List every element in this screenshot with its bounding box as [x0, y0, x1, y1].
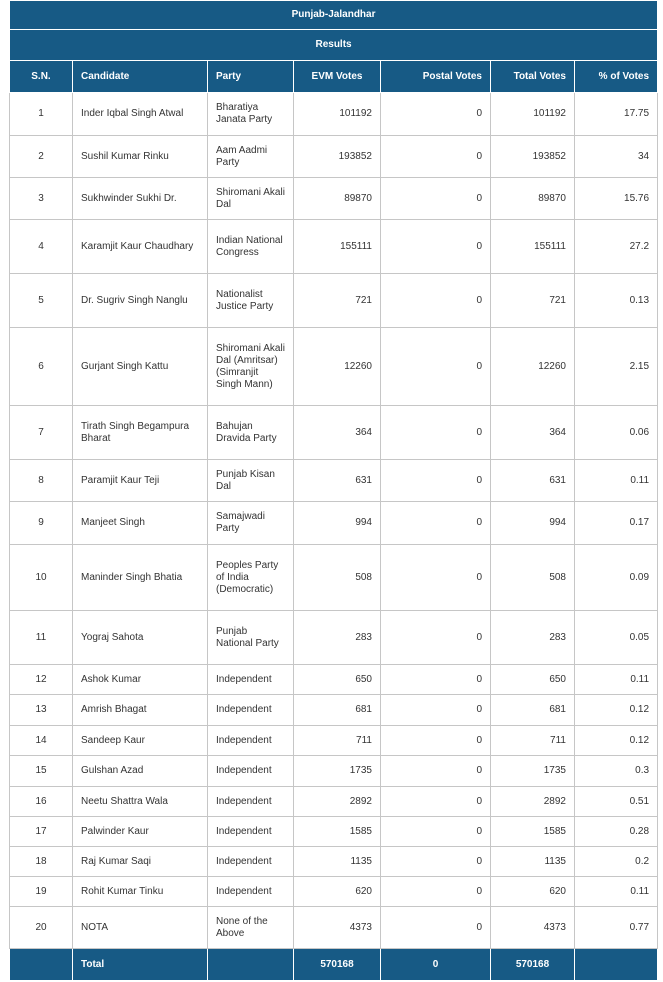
row-candidate: Yograj Sahota	[73, 611, 208, 665]
row-party: Independent	[208, 726, 294, 756]
row-sn: 17	[10, 817, 73, 847]
row-percent-votes: 0.09	[575, 545, 658, 611]
row-total-votes: 89870	[491, 178, 575, 220]
row-sn: 9	[10, 502, 73, 545]
column-header-percent-votes: % of Votes	[575, 61, 658, 93]
row-evm-votes: 2892	[294, 787, 381, 817]
row-total-votes: 101192	[491, 93, 575, 136]
row-sn: 18	[10, 847, 73, 877]
row-candidate: Paramjit Kaur Teji	[73, 460, 208, 502]
row-evm-votes: 631	[294, 460, 381, 502]
table-row	[10, 726, 658, 756]
column-header-evm-votes: EVM Votes	[294, 61, 381, 93]
row-percent-votes: 0.06	[575, 406, 658, 460]
column-header-postal-votes: Postal Votes	[381, 61, 491, 93]
row-evm-votes: 89870	[294, 178, 381, 220]
row-total-votes: 155111	[491, 220, 575, 274]
row-postal-votes: 0	[381, 877, 491, 907]
row-sn: 19	[10, 877, 73, 907]
row-party: Bharatiya Janata Party	[208, 93, 294, 136]
row-candidate: Sushil Kumar Rinku	[73, 136, 208, 178]
row-evm-votes: 508	[294, 545, 381, 611]
row-sn: 12	[10, 665, 73, 695]
row-total-votes: 4373	[491, 907, 575, 949]
row-total-votes: 631	[491, 460, 575, 502]
table-row	[10, 665, 658, 695]
row-percent-votes: 0.05	[575, 611, 658, 665]
row-evm-votes: 681	[294, 695, 381, 726]
row-party: Independent	[208, 665, 294, 695]
row-total-votes: 681	[491, 695, 575, 726]
results-table	[9, 0, 658, 981]
row-party: Independent	[208, 756, 294, 787]
row-party: Nationalist Justice Party	[208, 274, 294, 328]
row-candidate: Manjeet Singh	[73, 502, 208, 545]
column-header-total-votes: Total Votes	[491, 61, 575, 93]
row-candidate: Gurjant Singh Kattu	[73, 328, 208, 406]
totals-empty-cell	[575, 949, 658, 981]
row-evm-votes: 994	[294, 502, 381, 545]
row-total-votes: 193852	[491, 136, 575, 178]
row-percent-votes: 17.75	[575, 93, 658, 136]
row-candidate: Karamjit Kaur Chaudhary	[73, 220, 208, 274]
row-total-votes: 994	[491, 502, 575, 545]
row-evm-votes: 1735	[294, 756, 381, 787]
row-total-votes: 283	[491, 611, 575, 665]
table-row	[10, 220, 658, 274]
row-postal-votes: 0	[381, 502, 491, 545]
row-postal-votes: 0	[381, 907, 491, 949]
row-candidate: Neetu Shattra Wala	[73, 787, 208, 817]
column-header-party: Party	[208, 61, 294, 93]
row-postal-votes: 0	[381, 545, 491, 611]
row-party: Punjab National Party	[208, 611, 294, 665]
row-party: Shiromani Akali Dal	[208, 178, 294, 220]
totals-row	[10, 949, 658, 981]
row-postal-votes: 0	[381, 220, 491, 274]
table-row	[10, 907, 658, 949]
totals-empty-cell	[208, 949, 294, 981]
row-party: Punjab Kisan Dal	[208, 460, 294, 502]
row-candidate: NOTA	[73, 907, 208, 949]
row-percent-votes: 0.12	[575, 726, 658, 756]
row-total-votes: 1135	[491, 847, 575, 877]
row-evm-votes: 620	[294, 877, 381, 907]
row-percent-votes: 0.11	[575, 877, 658, 907]
totals-total-votes: 570168	[491, 949, 575, 981]
row-candidate: Sandeep Kaur	[73, 726, 208, 756]
table-row	[10, 178, 658, 220]
row-postal-votes: 0	[381, 460, 491, 502]
results-body	[10, 93, 658, 981]
row-percent-votes: 34	[575, 136, 658, 178]
table-row	[10, 611, 658, 665]
table-row	[10, 93, 658, 136]
row-sn: 7	[10, 406, 73, 460]
row-postal-votes: 0	[381, 756, 491, 787]
row-evm-votes: 283	[294, 611, 381, 665]
row-evm-votes: 364	[294, 406, 381, 460]
row-percent-votes: 15.76	[575, 178, 658, 220]
row-percent-votes: 0.13	[575, 274, 658, 328]
table-row	[10, 274, 658, 328]
row-sn: 6	[10, 328, 73, 406]
row-sn: 5	[10, 274, 73, 328]
row-percent-votes: 0.11	[575, 665, 658, 695]
row-postal-votes: 0	[381, 611, 491, 665]
table-row	[10, 847, 658, 877]
row-postal-votes: 0	[381, 274, 491, 328]
table-row	[10, 460, 658, 502]
row-evm-votes: 4373	[294, 907, 381, 949]
row-sn: 13	[10, 695, 73, 726]
row-party: Independent	[208, 787, 294, 817]
row-evm-votes: 711	[294, 726, 381, 756]
row-evm-votes: 193852	[294, 136, 381, 178]
row-party: Independent	[208, 877, 294, 907]
row-sn: 1	[10, 93, 73, 136]
row-party: Independent	[208, 695, 294, 726]
row-sn: 16	[10, 787, 73, 817]
totals-empty-cell	[10, 949, 73, 981]
row-total-votes: 721	[491, 274, 575, 328]
row-sn: 11	[10, 611, 73, 665]
row-candidate: Palwinder Kaur	[73, 817, 208, 847]
row-party: Indian National Congress	[208, 220, 294, 274]
row-candidate: Dr. Sugriv Singh Nanglu	[73, 274, 208, 328]
row-party: Bahujan Dravida Party	[208, 406, 294, 460]
row-evm-votes: 650	[294, 665, 381, 695]
table-row	[10, 877, 658, 907]
row-candidate: Gulshan Azad	[73, 756, 208, 787]
row-party: Samajwadi Party	[208, 502, 294, 545]
table-row	[10, 502, 658, 545]
row-postal-votes: 0	[381, 787, 491, 817]
row-percent-votes: 27.2	[575, 220, 658, 274]
row-postal-votes: 0	[381, 817, 491, 847]
row-sn: 3	[10, 178, 73, 220]
row-total-votes: 620	[491, 877, 575, 907]
column-header-sn: S.N.	[10, 61, 73, 93]
table-row	[10, 695, 658, 726]
row-total-votes: 1735	[491, 756, 575, 787]
table-row	[10, 787, 658, 817]
row-percent-votes: 2.15	[575, 328, 658, 406]
row-postal-votes: 0	[381, 178, 491, 220]
row-percent-votes: 0.77	[575, 907, 658, 949]
column-header-row	[10, 61, 658, 93]
totals-postal-votes: 0	[381, 949, 491, 981]
row-percent-votes: 0.11	[575, 460, 658, 502]
row-percent-votes: 0.2	[575, 847, 658, 877]
table-row	[10, 406, 658, 460]
row-party: None of the Above	[208, 907, 294, 949]
row-postal-votes: 0	[381, 136, 491, 178]
row-sn: 2	[10, 136, 73, 178]
row-total-votes: 12260	[491, 328, 575, 406]
row-candidate: Amrish Bhagat	[73, 695, 208, 726]
row-evm-votes: 1585	[294, 817, 381, 847]
page-title: Punjab-Jalandhar	[10, 1, 658, 30]
row-postal-votes: 0	[381, 726, 491, 756]
row-candidate: Inder Iqbal Singh Atwal	[73, 93, 208, 136]
row-candidate: Raj Kumar Saqi	[73, 847, 208, 877]
row-total-votes: 364	[491, 406, 575, 460]
row-party: Shiromani Akali Dal (Amritsar) (Simranjit Singh Mann)	[208, 328, 294, 406]
row-evm-votes: 101192	[294, 93, 381, 136]
row-party: Independent	[208, 847, 294, 877]
row-total-votes: 1585	[491, 817, 575, 847]
row-total-votes: 711	[491, 726, 575, 756]
row-candidate: Rohit Kumar Tinku	[73, 877, 208, 907]
column-header-candidate: Candidate	[73, 61, 208, 93]
totals-evm-votes: 570168	[294, 949, 381, 981]
row-evm-votes: 155111	[294, 220, 381, 274]
row-party: Aam Aadmi Party	[208, 136, 294, 178]
row-percent-votes: 0.17	[575, 502, 658, 545]
row-evm-votes: 12260	[294, 328, 381, 406]
row-candidate: Maninder Singh Bhatia	[73, 545, 208, 611]
row-percent-votes: 0.3	[575, 756, 658, 787]
table-row	[10, 545, 658, 611]
row-total-votes: 508	[491, 545, 575, 611]
row-evm-votes: 721	[294, 274, 381, 328]
table-row	[10, 136, 658, 178]
row-sn: 4	[10, 220, 73, 274]
row-postal-votes: 0	[381, 328, 491, 406]
table-row	[10, 756, 658, 787]
row-postal-votes: 0	[381, 93, 491, 136]
row-candidate: Sukhwinder Sukhi Dr.	[73, 178, 208, 220]
row-percent-votes: 0.28	[575, 817, 658, 847]
row-postal-votes: 0	[381, 847, 491, 877]
row-postal-votes: 0	[381, 695, 491, 726]
table-row	[10, 328, 658, 406]
row-percent-votes: 0.12	[575, 695, 658, 726]
row-evm-votes: 1135	[294, 847, 381, 877]
row-sn: 20	[10, 907, 73, 949]
row-party: Peoples Party of India (Democratic)	[208, 545, 294, 611]
row-total-votes: 650	[491, 665, 575, 695]
results-subtitle: Results	[10, 30, 658, 61]
totals-label: Total	[73, 949, 208, 981]
row-candidate: Tirath Singh Begampura Bharat	[73, 406, 208, 460]
table-row	[10, 817, 658, 847]
row-sn: 10	[10, 545, 73, 611]
row-candidate: Ashok Kumar	[73, 665, 208, 695]
row-sn: 8	[10, 460, 73, 502]
row-sn: 15	[10, 756, 73, 787]
row-party: Independent	[208, 817, 294, 847]
row-sn: 14	[10, 726, 73, 756]
row-total-votes: 2892	[491, 787, 575, 817]
row-postal-votes: 0	[381, 406, 491, 460]
row-percent-votes: 0.51	[575, 787, 658, 817]
row-postal-votes: 0	[381, 665, 491, 695]
